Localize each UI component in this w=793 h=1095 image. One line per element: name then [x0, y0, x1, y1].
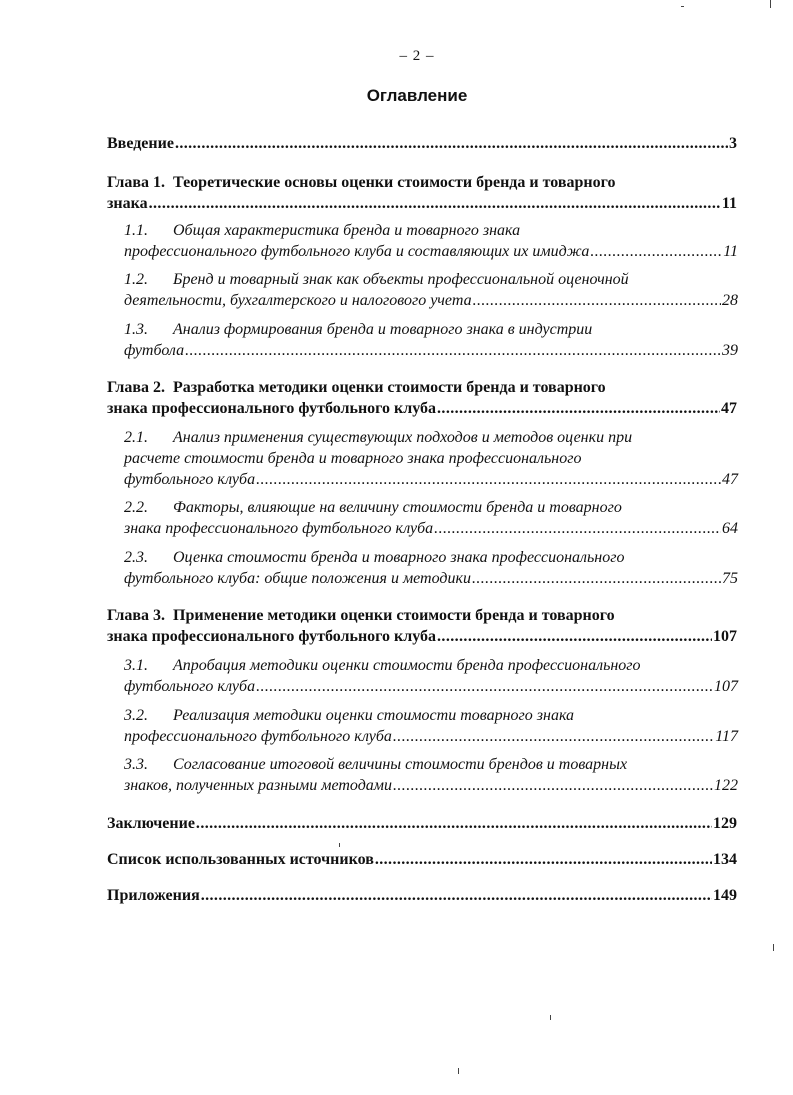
entry-page: 3	[729, 135, 737, 152]
toc-title: Оглавление	[366, 86, 468, 105]
toc-entry-appendices[interactable]	[107, 885, 737, 906]
section-title-cont: знаков, полученных разными методами	[124, 777, 392, 794]
section-number: 3.2.	[124, 707, 148, 724]
entry-title: Заключение	[107, 815, 195, 832]
toc-entry-section-1-2[interactable]	[124, 269, 738, 311]
chapter-title: Применение методики оценки стоимости бренда и товарного	[173, 607, 615, 624]
entry-page: 11	[721, 195, 737, 212]
section-title: Бренд и товарный знак как объекты профессиональной оценочной	[173, 271, 629, 288]
dot-leader	[393, 775, 713, 796]
section-title: Анализ применения существующих подходов и методов оценки при	[173, 429, 633, 446]
scan-speck	[550, 1015, 551, 1020]
toc-entry-section-1-1[interactable]	[124, 220, 738, 262]
toc-entry-chapter-2[interactable]	[107, 377, 737, 419]
toc-entry-section-3-3[interactable]	[124, 754, 738, 796]
section-title-cont: профессионального футбольного клуба и составляющих их имиджа	[124, 243, 590, 260]
entry-page: 64	[722, 520, 738, 537]
scan-speck	[770, 0, 771, 8]
section-number: 1.2.	[124, 271, 148, 288]
toc-entry-section-2-3[interactable]	[124, 547, 738, 589]
entry-page: 28	[722, 292, 738, 309]
dot-leader	[185, 340, 721, 361]
section-title-cont: профессионального футбольного клуба	[124, 728, 392, 745]
section-title: Общая характеристика бренда и товарного знака	[173, 222, 521, 239]
section-title: Апробация методики оценки стоимости бренда профессионального	[173, 657, 641, 674]
entry-page: 129	[713, 815, 737, 832]
chapter-title: Теоретические основы оценки стоимости бренда и товарного	[173, 174, 616, 191]
scan-speck	[773, 944, 774, 951]
entry-page: 134	[713, 851, 737, 868]
chapter-label: Глава 3.	[107, 607, 165, 624]
entry-page: 47	[722, 471, 738, 488]
section-number: 2.2.	[124, 499, 148, 516]
entry-page: 11	[723, 243, 738, 260]
dot-leader	[149, 193, 721, 214]
section-title-cont: футбола	[124, 342, 185, 359]
toc-entry-chapter-3[interactable]	[107, 605, 737, 647]
section-number: 1.1.	[124, 222, 148, 239]
section-title: Оценка стоимости бренда и товарного знака профессионального	[173, 549, 625, 566]
entry-page: 107	[713, 628, 737, 645]
scan-speck	[339, 843, 340, 847]
toc-entry-section-2-2[interactable]	[124, 497, 738, 539]
scan-speck	[458, 1068, 459, 1074]
toc-entry-introduction[interactable]	[107, 133, 737, 154]
dot-leader	[175, 133, 728, 154]
chapter-label: Глава 2.	[107, 379, 165, 396]
toc-entry-references[interactable]	[107, 849, 737, 870]
section-title: Факторы, влияющие на величину стоимости бренда и товарного	[173, 499, 622, 516]
section-title-cont: футбольного клуба	[124, 678, 256, 695]
section-title-cont: знака профессионального футбольного клуба	[124, 520, 434, 537]
dot-leader	[472, 568, 721, 589]
toc-entry-section-2-1[interactable]	[124, 427, 738, 490]
section-title-cont: футбольного клуба: общие положения и методики	[124, 570, 471, 587]
entry-page: 122	[714, 777, 738, 794]
section-title: Согласование итоговой величины стоимости брендов и товарных	[173, 756, 628, 773]
entry-page: 107	[714, 678, 738, 695]
chapter-title: Разработка методики оценки стоимости бренда и товарного	[173, 379, 606, 396]
scan-speck	[681, 6, 684, 7]
toc-entry-chapter-1[interactable]	[107, 172, 737, 214]
dot-leader	[375, 849, 712, 870]
page-number: – 2 –	[399, 48, 435, 64]
entry-title: Приложения	[107, 887, 200, 904]
dot-leader	[437, 626, 712, 647]
entry-page: 149	[713, 887, 737, 904]
section-number: 2.1.	[124, 429, 148, 446]
entry-page: 75	[722, 570, 738, 587]
section-title: Реализация методики оценки стоимости товарного знака	[173, 707, 575, 724]
toc-entry-section-1-3[interactable]	[124, 319, 738, 361]
chapter-label: Глава 1.	[107, 174, 165, 191]
dot-leader	[256, 469, 721, 490]
entry-page: 47	[721, 400, 737, 417]
dot-leader	[434, 518, 721, 539]
section-number: 2.3.	[124, 549, 148, 566]
section-number: 1.3.	[124, 321, 148, 338]
section-title-cont: футбольного клуба	[124, 471, 256, 488]
entry-title: Список использованных источников	[107, 851, 374, 868]
entry-title: Введение	[107, 135, 174, 152]
dot-leader	[590, 241, 722, 262]
dot-leader	[437, 398, 720, 419]
entry-page: 117	[715, 728, 738, 745]
section-title: Анализ формирования бренда и товарного знака в индустрии	[173, 321, 593, 338]
chapter-title-cont: знака профессионального футбольного клуба	[107, 628, 437, 645]
dot-leader	[393, 726, 714, 747]
dot-leader	[473, 290, 721, 311]
toc-entry-conclusion[interactable]	[107, 813, 737, 834]
dot-leader	[196, 813, 712, 834]
dot-leader	[201, 885, 712, 906]
section-number: 3.3.	[124, 756, 148, 773]
section-title-cont: деятельности, бухгалтерского и налогового учета	[124, 292, 472, 309]
section-title-cont: расчете стоимости бренда и товарного знака профессионального	[124, 450, 582, 467]
section-number: 3.1.	[124, 657, 148, 674]
toc-entry-section-3-2[interactable]	[124, 705, 738, 747]
toc-entry-section-3-1[interactable]	[124, 655, 738, 697]
dot-leader	[256, 676, 713, 697]
entry-page: 39	[722, 342, 738, 359]
chapter-title-cont: знака профессионального футбольного клуба	[107, 400, 437, 417]
chapter-title-cont: знака	[107, 195, 148, 212]
